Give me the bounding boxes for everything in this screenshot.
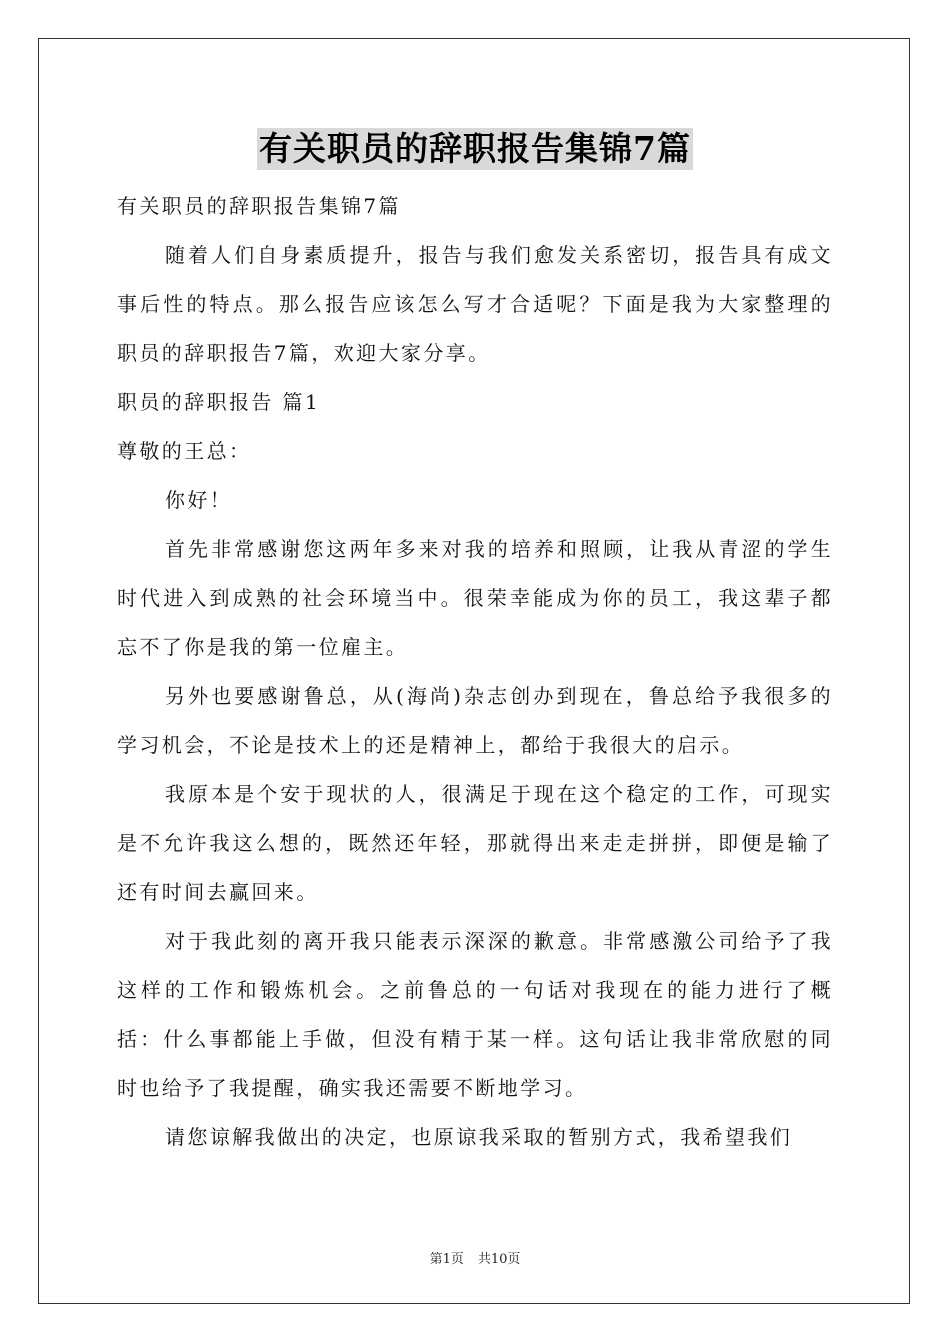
paragraph: 对于我此刻的离开我只能表示深深的歉意。非常感激公司给予了我这样的工作和锻炼机会。之前鲁总的一句话对我现在的能力进行了概括：什么事都能上手做，但没有精于某一样。这句话让我非常欣慰的同时也给予了我提醒，确实我还需要不断地学习。 [117, 929, 833, 1100]
page-footer [0, 1248, 950, 1267]
paragraph: 有关职员的辞职报告集锦7篇 [117, 194, 401, 218]
salutation: 尊敬的王总： [117, 439, 252, 463]
paragraph: 随着人们自身素质提升，报告与我们愈发关系密切，报告具有成文事后性的特点。那么报告应该怎么写才合适呢？下面是我为大家整理的职员的辞职报告7篇，欢迎大家分享。 [117, 243, 833, 365]
document-title: 有关职员的辞职报告集锦7篇 [259, 129, 691, 168]
paragraph: 请您谅解我做出的决定，也原谅我采取的暂别方式，我希望我们 [165, 1125, 793, 1149]
document-body [117, 182, 833, 1162]
title-container [0, 128, 950, 170]
paragraph: 另外也要感谢鲁总，从(海尚)杂志创办到现在，鲁总给予我很多的学习机会，不论是技术上的还是精神上，都给于我很大的启示。 [117, 684, 833, 757]
paragraph: 我原本是个安于现状的人，很满足于现在这个稳定的工作，可现实是不允许我这么想的，既然还年轻，那就得出来走走拼拼，即便是输了还有时间去赢回来。 [117, 782, 833, 904]
page-number: 第1页 [429, 1252, 464, 1267]
greeting: 你好！ [165, 488, 233, 512]
paragraph: 首先非常感谢您这两年多来对我的培养和照顾，让我从青涩的学生时代进入到成熟的社会环境当中。很荣幸能成为你的员工，我这辈子都忘不了你是我的第一位雇主。 [117, 537, 833, 659]
page-total: 共10页 [477, 1252, 521, 1267]
section-heading: 职员的辞职报告 篇1 [117, 390, 321, 414]
